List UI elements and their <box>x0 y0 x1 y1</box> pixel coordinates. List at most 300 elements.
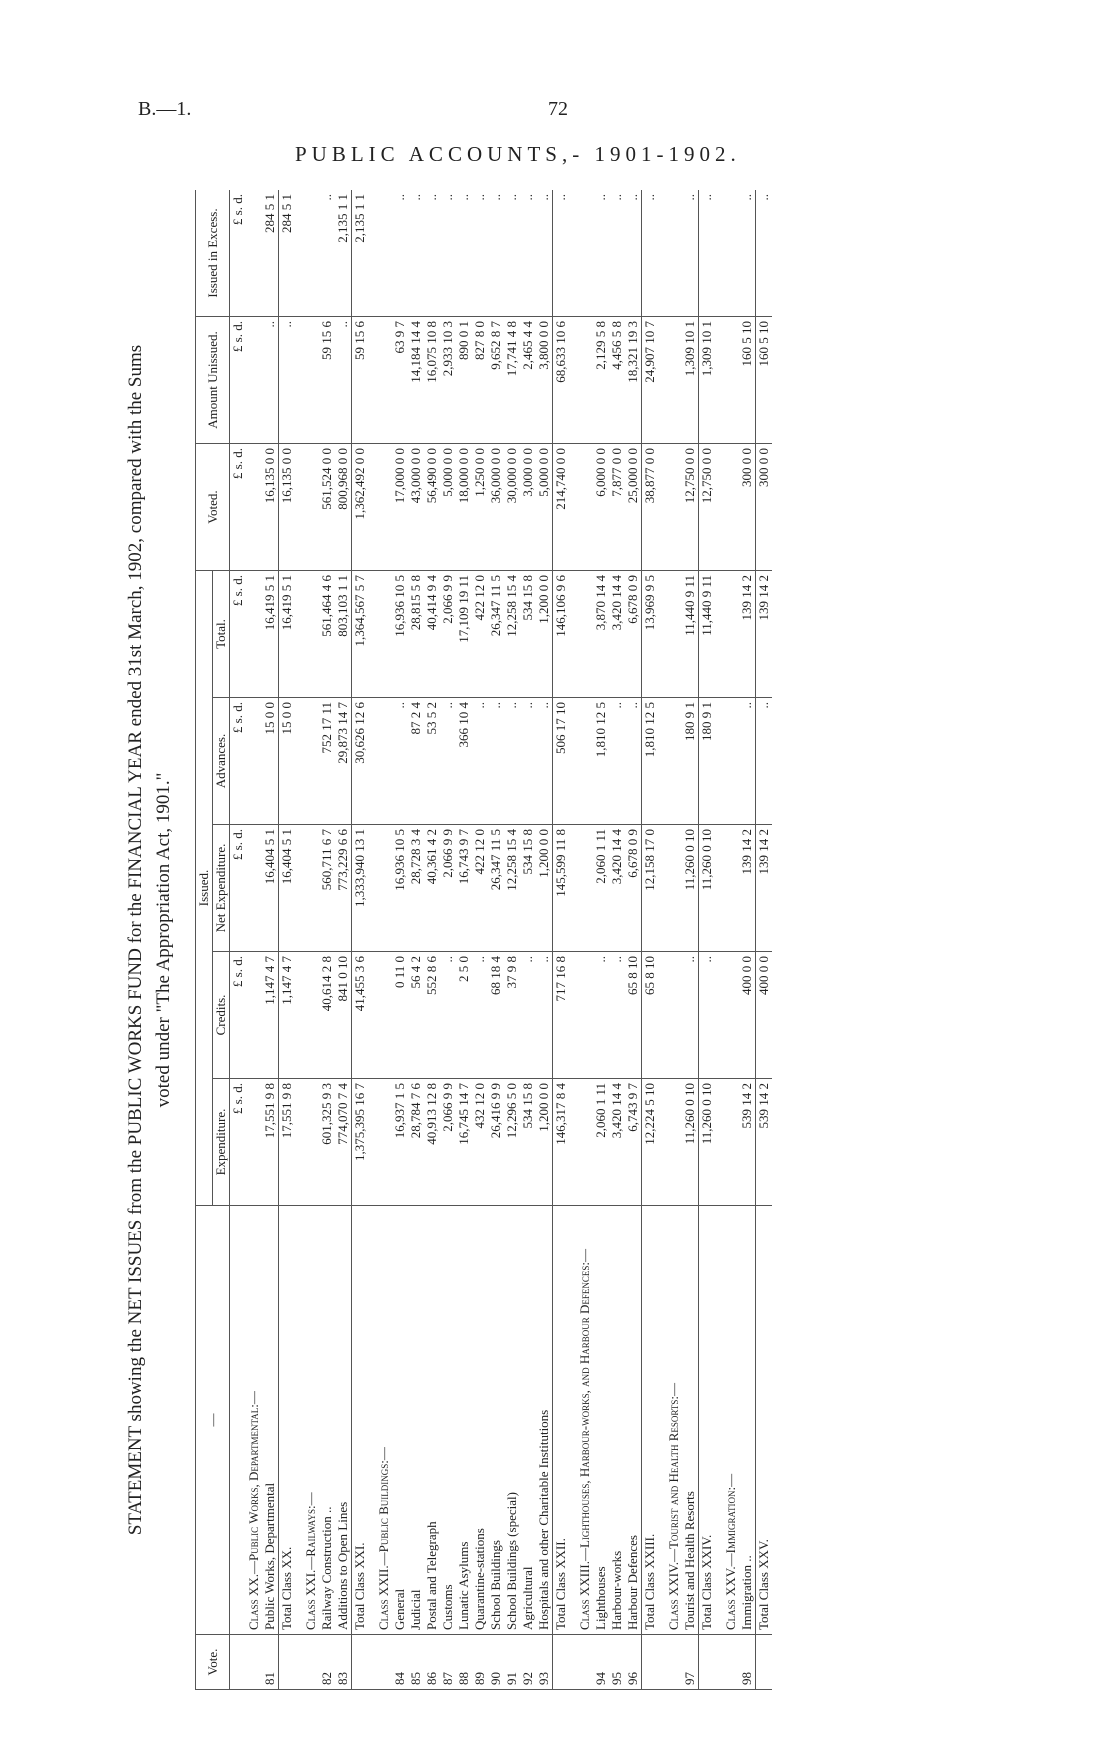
cell-net: 139 14 2 <box>756 825 773 952</box>
cell-unis: 1,309 10 1 <box>699 317 716 444</box>
cell-net: 16,936 10 5 <box>392 825 408 952</box>
cell-exc: .. <box>472 190 488 317</box>
cell-unis <box>577 317 593 444</box>
cell-net <box>723 825 739 952</box>
total-row <box>756 190 773 1690</box>
cell-unis: 2,129 5 8 <box>593 317 609 444</box>
cell-unis: .. <box>279 317 296 444</box>
table-row <box>262 190 279 1690</box>
cell-tot: 139 14 2 <box>739 571 756 698</box>
accounts-table <box>195 190 772 1690</box>
row-description: Total Class XXI. <box>352 1206 369 1635</box>
total-row <box>553 190 570 1690</box>
vote-number <box>352 1635 369 1690</box>
cell-adv: .. <box>739 698 756 825</box>
vote-number: 86 <box>424 1635 440 1690</box>
total-row <box>279 190 296 1690</box>
cell-voted: 18,000 0 0 <box>456 444 472 571</box>
cell-cred <box>246 952 262 1079</box>
cell-voted <box>376 444 392 571</box>
cell-voted: 5,000 0 0 <box>536 444 553 571</box>
cell-voted <box>723 444 739 571</box>
cell-voted: 56,490 0 0 <box>424 444 440 571</box>
vote-number <box>577 1635 593 1690</box>
table-row <box>319 190 335 1690</box>
cell-unis: 16,075 10 8 <box>424 317 440 444</box>
col-expenditure: Expenditure. <box>213 1079 230 1206</box>
table-row <box>504 190 520 1690</box>
vote-number <box>303 1635 319 1690</box>
vote-number: 98 <box>739 1635 756 1690</box>
cell-exp: 11,260 0 10 <box>682 1079 699 1206</box>
table-row <box>488 190 504 1690</box>
cell-cred: 1,147 4 7 <box>262 952 279 1079</box>
cell-cred <box>666 952 682 1079</box>
col-advances: Advances. <box>213 698 230 825</box>
cell-cred: 40,614 2 8 <box>319 952 335 1079</box>
cell-tot: 12,258 15 4 <box>504 571 520 698</box>
cell-tot <box>376 571 392 698</box>
cell-tot: 3,870 14 4 <box>593 571 609 698</box>
cell-tot: 16,419 5 1 <box>279 571 296 698</box>
cell-exp: 1,375,395 16 7 <box>352 1079 369 1206</box>
cell-exp: 40,913 12 8 <box>424 1079 440 1206</box>
cell-adv <box>303 698 319 825</box>
cell-adv: 53 5 2 <box>424 698 440 825</box>
cell-cred: 2 5 0 <box>456 952 472 1079</box>
cell-cred <box>303 952 319 1079</box>
row-description: Public Works, Departmental <box>262 1206 279 1635</box>
cell-exp: 17,551 9 8 <box>262 1079 279 1206</box>
cell-tot: 803,103 1 1 <box>335 571 352 698</box>
table-row <box>472 190 488 1690</box>
class-heading-row <box>376 190 392 1690</box>
cell-exc: 284 5 1 <box>279 190 296 317</box>
cell-cred: .. <box>609 952 625 1079</box>
cell-cred <box>376 952 392 1079</box>
vote-number: 82 <box>319 1635 335 1690</box>
cell-exc: .. <box>440 190 456 317</box>
cell-exp: 2,066 9 9 <box>440 1079 456 1206</box>
vote-number <box>699 1635 716 1690</box>
cell-adv: 87 2 4 <box>408 698 424 825</box>
cell-voted: 12,750 0 0 <box>682 444 699 571</box>
cell-cred: .. <box>699 952 716 1079</box>
vote-number: 88 <box>456 1635 472 1690</box>
cell-exc <box>666 190 682 317</box>
vote-number: 81 <box>262 1635 279 1690</box>
cell-net: 12,258 15 4 <box>504 825 520 952</box>
cell-net: 12,158 17 0 <box>642 825 659 952</box>
table-row <box>335 190 352 1690</box>
cell-exc <box>723 190 739 317</box>
row-description: Judicial <box>408 1206 424 1635</box>
row-description: Postal and Telegraph <box>424 1206 440 1635</box>
cell-voted <box>246 444 262 571</box>
cell-exc: .. <box>642 190 659 317</box>
cell-voted: 36,000 0 0 <box>488 444 504 571</box>
col-excess: Issued in Excess. <box>196 190 230 317</box>
cell-adv: .. <box>504 698 520 825</box>
unit-label: £ s. d. <box>230 698 247 825</box>
cell-exp <box>246 1079 262 1206</box>
cell-exp: 539 14 2 <box>739 1079 756 1206</box>
cell-cred: 717 16 8 <box>553 952 570 1079</box>
col-unissued: Amount Unissued. <box>196 317 230 444</box>
cell-net: 534 15 8 <box>520 825 536 952</box>
cell-voted <box>666 444 682 571</box>
cell-unis: 68,633 10 6 <box>553 317 570 444</box>
cell-adv: .. <box>440 698 456 825</box>
cell-cred: 552 8 6 <box>424 952 440 1079</box>
total-row <box>352 190 369 1690</box>
cell-net <box>303 825 319 952</box>
cell-unis: 17,741 4 8 <box>504 317 520 444</box>
cell-exp: 3,420 14 4 <box>609 1079 625 1206</box>
unit-label: £ s. d. <box>230 190 247 317</box>
cell-unis: 2,933 10 3 <box>440 317 456 444</box>
cell-voted: 30,000 0 0 <box>504 444 520 571</box>
col-net-expenditure: Net Expenditure. <box>213 825 230 952</box>
row-description: Class XX.—Public Works, Departmental:— <box>246 1206 262 1635</box>
cell-cred: .. <box>682 952 699 1079</box>
col-credits: Credits. <box>213 952 230 1079</box>
unit-label: £ s. d. <box>230 1079 247 1206</box>
cell-exp <box>723 1079 739 1206</box>
row-description: Lunatic Asylums <box>456 1206 472 1635</box>
cell-exc: 2,135 1 1 <box>335 190 352 317</box>
cell-voted: 800,968 0 0 <box>335 444 352 571</box>
table-row <box>440 190 456 1690</box>
col-description: — <box>196 1206 230 1635</box>
cell-unis: 18,321 19 3 <box>625 317 642 444</box>
row-description: Class XXIII.—Lighthouses, Harbour-works, and Harbour Defences:— <box>577 1206 593 1635</box>
cell-exp <box>666 1079 682 1206</box>
cell-exp: 16,745 14 7 <box>456 1079 472 1206</box>
cell-tot: 13,969 9 5 <box>642 571 659 698</box>
cell-cred: 400 0 0 <box>756 952 773 1079</box>
cell-net: 560,711 6 7 <box>319 825 335 952</box>
cell-exc: .. <box>756 190 773 317</box>
row-description: Agricultural <box>520 1206 536 1635</box>
cell-unis: 24,907 10 7 <box>642 317 659 444</box>
vote-number <box>553 1635 570 1690</box>
table-row <box>739 190 756 1690</box>
accounts-body <box>246 190 772 1690</box>
vote-number: 93 <box>536 1635 553 1690</box>
row-description: Customs <box>440 1206 456 1635</box>
cell-unis: 2,465 4 4 <box>520 317 536 444</box>
row-description: Class XXII.—Public Buildings:— <box>376 1206 392 1635</box>
cell-exc: .. <box>739 190 756 317</box>
table-row <box>424 190 440 1690</box>
class-heading-row <box>577 190 593 1690</box>
cell-voted: 16,135 0 0 <box>262 444 279 571</box>
cell-tot: 2,066 9 9 <box>440 571 456 698</box>
cell-cred: .. <box>520 952 536 1079</box>
row-description: Harbour Defences <box>625 1206 642 1635</box>
cell-adv <box>666 698 682 825</box>
unit-label: £ s. d. <box>230 571 247 698</box>
cell-tot: 16,419 5 1 <box>262 571 279 698</box>
cell-voted: 561,524 0 0 <box>319 444 335 571</box>
cell-tot: 6,678 0 9 <box>625 571 642 698</box>
table-row <box>536 190 553 1690</box>
vote-number <box>279 1635 296 1690</box>
cell-exp: 774,070 7 4 <box>335 1079 352 1206</box>
cell-cred <box>723 952 739 1079</box>
cell-adv: .. <box>472 698 488 825</box>
cell-cred: .. <box>472 952 488 1079</box>
row-description: Total Class XX. <box>279 1206 296 1635</box>
class-heading-row <box>303 190 319 1690</box>
cell-cred: 65 8 10 <box>642 952 659 1079</box>
vote-number: 94 <box>593 1635 609 1690</box>
cell-adv: .. <box>520 698 536 825</box>
vote-number <box>246 1635 262 1690</box>
unit-label: £ s. d. <box>230 825 247 952</box>
cell-voted: 214,740 0 0 <box>553 444 570 571</box>
cell-adv: 366 10 4 <box>456 698 472 825</box>
cell-adv: 180 9 1 <box>682 698 699 825</box>
cell-unis: .. <box>262 317 279 444</box>
row-description: Tourist and Health Resorts <box>682 1206 699 1635</box>
cell-voted: 12,750 0 0 <box>699 444 716 571</box>
cell-net: 11,260 0 10 <box>682 825 699 952</box>
statement-caption-line2: voted under "The Appropriation Act, 1901." <box>153 772 174 1108</box>
row-description: Total Class XXIII. <box>642 1206 659 1635</box>
cell-exp: 534 15 8 <box>520 1079 536 1206</box>
cell-net: 16,743 9 7 <box>456 825 472 952</box>
cell-unis: 63 9 7 <box>392 317 408 444</box>
rotated-statement <box>125 185 995 1695</box>
cell-unis: 827 8 0 <box>472 317 488 444</box>
cell-unis: 1,309 10 1 <box>682 317 699 444</box>
cell-tot: 146,106 9 6 <box>553 571 570 698</box>
cell-net: 1,333,940 13 1 <box>352 825 369 952</box>
cell-unis: 59 15 6 <box>319 317 335 444</box>
cell-voted: 1,362,492 0 0 <box>352 444 369 571</box>
cell-voted <box>577 444 593 571</box>
cell-cred: 841 0 10 <box>335 952 352 1079</box>
cell-adv: 15 0 0 <box>262 698 279 825</box>
vote-number <box>642 1635 659 1690</box>
class-heading-row <box>666 190 682 1690</box>
cell-tot: 26,347 11 5 <box>488 571 504 698</box>
col-total: Total. <box>213 571 230 698</box>
cell-adv: 752 17 11 <box>319 698 335 825</box>
cell-net: 26,347 11 5 <box>488 825 504 952</box>
cell-unis <box>376 317 392 444</box>
cell-adv: 1,810 12 5 <box>593 698 609 825</box>
cell-adv: .. <box>536 698 553 825</box>
cell-cred: 1,147 4 7 <box>279 952 296 1079</box>
cell-tot: 17,109 19 11 <box>456 571 472 698</box>
vote-number: 96 <box>625 1635 642 1690</box>
cell-net: 773,229 6 6 <box>335 825 352 952</box>
row-description: Total Class XXIV. <box>699 1206 716 1635</box>
cell-cred: 41,455 3 6 <box>352 952 369 1079</box>
cell-exc: .. <box>488 190 504 317</box>
cell-exc: .. <box>682 190 699 317</box>
cell-cred: .. <box>593 952 609 1079</box>
cell-voted: 300 0 0 <box>739 444 756 571</box>
cell-voted <box>303 444 319 571</box>
cell-exc: .. <box>553 190 570 317</box>
cell-unis: 14,184 14 4 <box>408 317 424 444</box>
vote-number <box>756 1635 773 1690</box>
cell-unis: 4,456 5 8 <box>609 317 625 444</box>
cell-net <box>376 825 392 952</box>
table-row <box>392 190 408 1690</box>
cell-exc: .. <box>699 190 716 317</box>
cell-net: 139 14 2 <box>739 825 756 952</box>
row-description: General <box>392 1206 408 1635</box>
cell-exc: .. <box>408 190 424 317</box>
cell-adv: 30,626 12 6 <box>352 698 369 825</box>
cell-adv: .. <box>756 698 773 825</box>
cell-exp <box>303 1079 319 1206</box>
vote-number <box>666 1635 682 1690</box>
page-number: 72 <box>548 98 568 120</box>
cell-exp: 539 14 2 <box>756 1079 773 1206</box>
cell-exc <box>376 190 392 317</box>
cell-net: 422 12 0 <box>472 825 488 952</box>
cell-cred: 56 4 2 <box>408 952 424 1079</box>
table-row <box>625 190 642 1690</box>
cell-adv: .. <box>488 698 504 825</box>
cell-cred: 68 18 4 <box>488 952 504 1079</box>
col-issued: Issued. <box>196 571 213 1206</box>
row-description: School Buildings <box>488 1206 504 1635</box>
cell-adv: 1,810 12 5 <box>642 698 659 825</box>
cell-exc: .. <box>593 190 609 317</box>
table-row <box>408 190 424 1690</box>
cell-net: 6,678 0 9 <box>625 825 642 952</box>
cell-unis <box>303 317 319 444</box>
cell-net: 1,200 0 0 <box>536 825 553 952</box>
cell-exp: 16,937 1 5 <box>392 1079 408 1206</box>
row-description: Total Class XXII. <box>553 1206 570 1635</box>
vote-number <box>723 1635 739 1690</box>
cell-tot <box>303 571 319 698</box>
cell-tot: 28,815 5 8 <box>408 571 424 698</box>
table-row <box>593 190 609 1690</box>
col-vote: Vote. <box>196 1635 230 1690</box>
row-description: Class XXIV.—Tourist and Health Resorts:— <box>666 1206 682 1635</box>
cell-voted: 17,000 0 0 <box>392 444 408 571</box>
cell-unis <box>666 317 682 444</box>
cell-exp: 432 12 0 <box>472 1079 488 1206</box>
cell-tot: 40,414 9 4 <box>424 571 440 698</box>
cell-voted: 43,000 0 0 <box>408 444 424 571</box>
cell-net: 145,599 11 8 <box>553 825 570 952</box>
cell-exp: 146,317 8 4 <box>553 1079 570 1206</box>
cell-exp: 12,224 5 10 <box>642 1079 659 1206</box>
total-row <box>642 190 659 1690</box>
cell-net: 3,420 14 4 <box>609 825 625 952</box>
cell-exp <box>376 1079 392 1206</box>
cell-tot <box>666 571 682 698</box>
sheet-code: B.—1. <box>138 98 192 120</box>
cell-exc: .. <box>625 190 642 317</box>
row-description: Lighthouses <box>593 1206 609 1635</box>
cell-net <box>666 825 682 952</box>
cell-voted: 3,000 0 0 <box>520 444 536 571</box>
cell-exp: 6,743 9 7 <box>625 1079 642 1206</box>
cell-cred: .. <box>440 952 456 1079</box>
cell-tot: 561,464 4 6 <box>319 571 335 698</box>
cell-cred: 400 0 0 <box>739 952 756 1079</box>
cell-tot: 534 15 8 <box>520 571 536 698</box>
cell-exp: 26,416 9 9 <box>488 1079 504 1206</box>
row-description: Railway Construction .. <box>319 1206 335 1635</box>
cell-adv: 29,873 14 7 <box>335 698 352 825</box>
cell-unis: 3,800 0 0 <box>536 317 553 444</box>
cell-tot <box>723 571 739 698</box>
cell-unis: .. <box>335 317 352 444</box>
row-description: Total Class XXV. <box>756 1206 773 1635</box>
vote-number: 91 <box>504 1635 520 1690</box>
table-row <box>682 190 699 1690</box>
cell-unis: 890 0 1 <box>456 317 472 444</box>
cell-exc <box>246 190 262 317</box>
cell-exc <box>303 190 319 317</box>
cell-adv <box>376 698 392 825</box>
table-row <box>520 190 536 1690</box>
cell-exp: 28,784 7 6 <box>408 1079 424 1206</box>
cell-tot <box>577 571 593 698</box>
cell-adv: 180 9 1 <box>699 698 716 825</box>
unit-label: £ s. d. <box>230 952 247 1079</box>
cell-exc <box>577 190 593 317</box>
cell-unis: 59 15 6 <box>352 317 369 444</box>
vote-number: 92 <box>520 1635 536 1690</box>
cell-adv <box>246 698 262 825</box>
cell-cred: 37 9 8 <box>504 952 520 1079</box>
vote-number: 90 <box>488 1635 504 1690</box>
cell-exc: .. <box>424 190 440 317</box>
row-description: Class XXI.—Railways:— <box>303 1206 319 1635</box>
unit-label: £ s. d. <box>230 317 247 444</box>
table-row <box>609 190 625 1690</box>
cell-tot: 422 12 0 <box>472 571 488 698</box>
cell-exc: 284 5 1 <box>262 190 279 317</box>
cell-tot: 1,364,567 5 7 <box>352 571 369 698</box>
cell-exc: .. <box>609 190 625 317</box>
cell-adv: .. <box>392 698 408 825</box>
cell-voted: 16,135 0 0 <box>279 444 296 571</box>
class-heading-row <box>246 190 262 1690</box>
cell-voted: 7,877 0 0 <box>609 444 625 571</box>
cell-adv <box>577 698 593 825</box>
cell-exp: 12,296 5 0 <box>504 1079 520 1206</box>
cell-cred: 0 11 0 <box>392 952 408 1079</box>
cell-net: 2,060 1 11 <box>593 825 609 952</box>
cell-exp: 1,200 0 0 <box>536 1079 553 1206</box>
col-voted: Voted. <box>196 444 230 571</box>
page-title: PUBLIC ACCOUNTS,- 1901-1902. <box>295 142 741 166</box>
cell-exp: 17,551 9 8 <box>279 1079 296 1206</box>
cell-net: 11,260 0 10 <box>699 825 716 952</box>
vote-number: 95 <box>609 1635 625 1690</box>
row-description: Additions to Open Lines <box>335 1206 352 1635</box>
vote-number: 85 <box>408 1635 424 1690</box>
vote-number: 84 <box>392 1635 408 1690</box>
statement-caption: STATEMENT showing the NET ISSUES from the PUBLIC WORKS FUND for the FINANCIAL YEAR ended 31st March, 1902, compared with the Sums <box>125 344 146 1536</box>
total-row <box>699 190 716 1690</box>
cell-unis: 160 5 10 <box>756 317 773 444</box>
